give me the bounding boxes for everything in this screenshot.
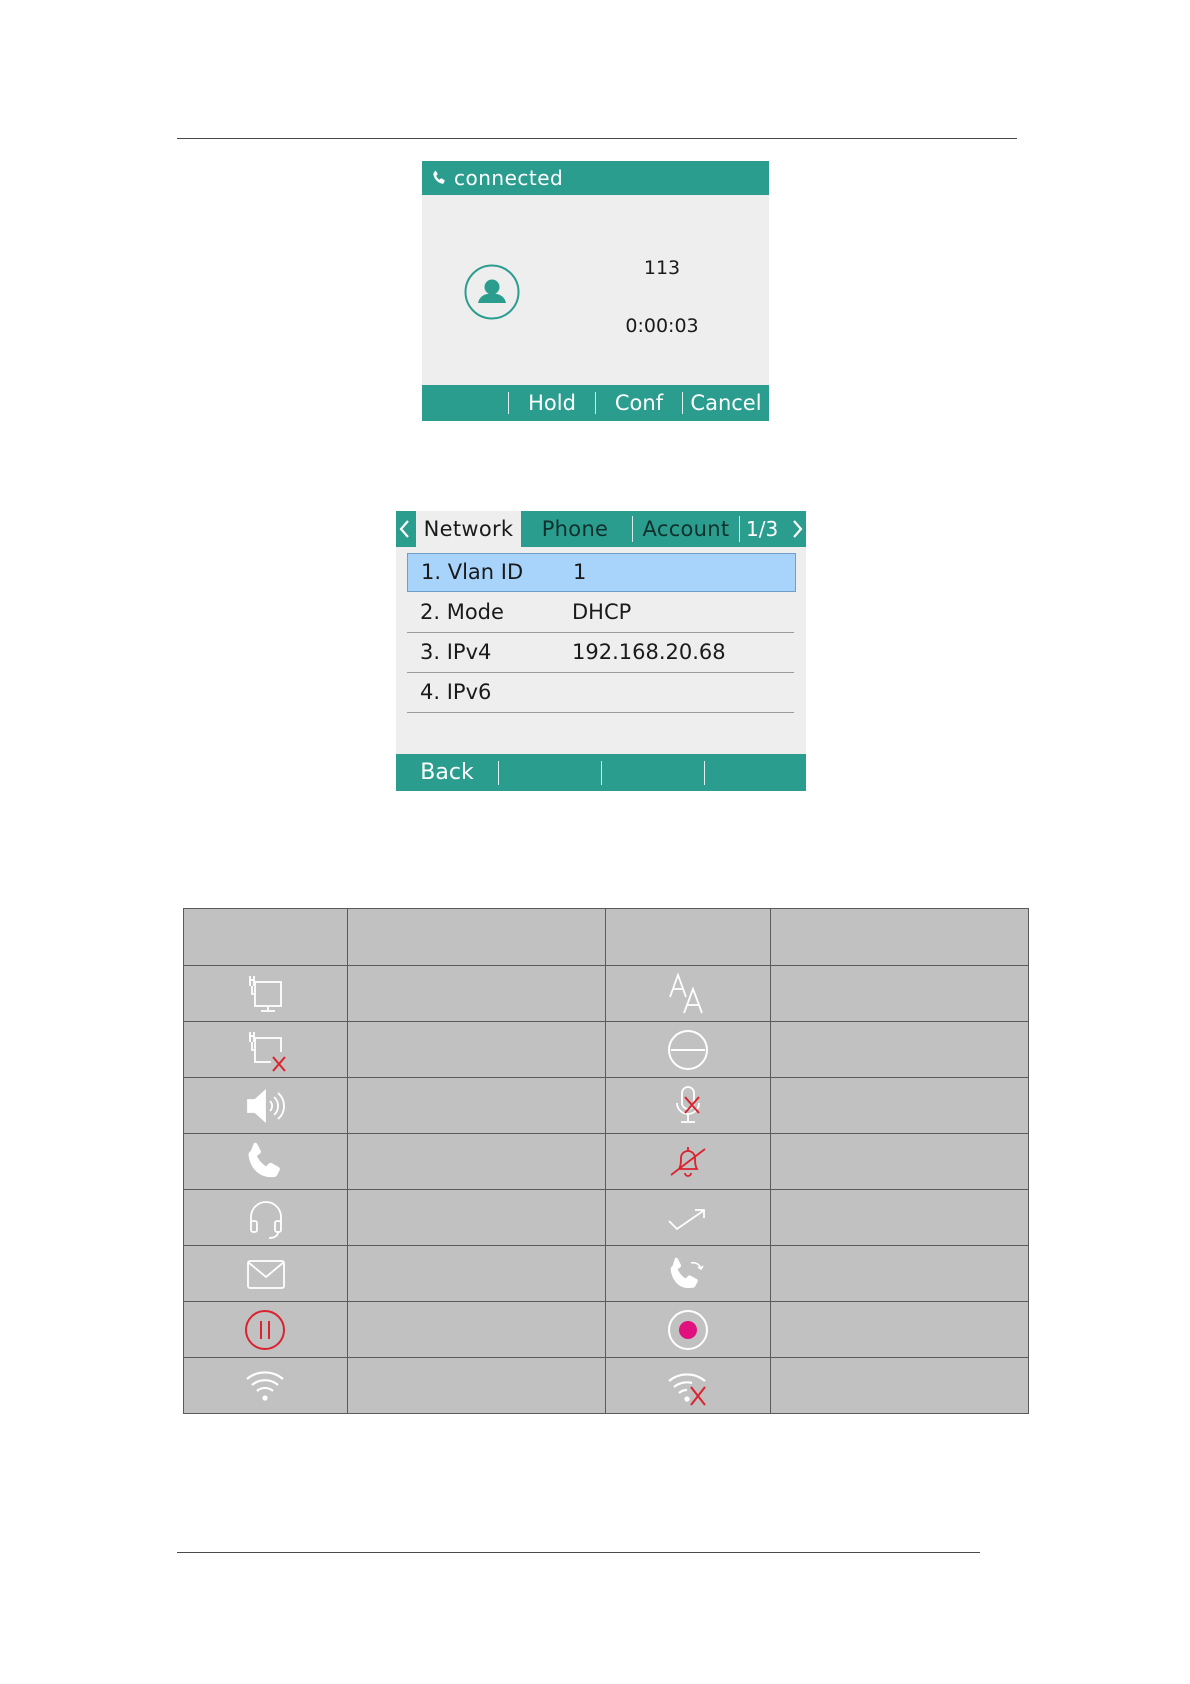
ring-muted-icon bbox=[665, 1139, 711, 1185]
table-row bbox=[184, 1246, 1029, 1302]
handset-icon bbox=[430, 169, 448, 187]
softkey-3[interactable] bbox=[602, 754, 704, 791]
table-header-cell bbox=[184, 909, 348, 966]
settings-softkey-bar bbox=[396, 754, 806, 791]
menu-item-ipv6[interactable] bbox=[407, 673, 794, 713]
icon-reference-table bbox=[183, 908, 1029, 1414]
headset-icon bbox=[243, 1195, 289, 1241]
icon-cell bbox=[184, 1358, 348, 1414]
mute-icon bbox=[665, 1083, 711, 1129]
description-cell bbox=[348, 1134, 606, 1190]
description-cell bbox=[771, 1302, 1029, 1358]
icon-cell bbox=[606, 1358, 771, 1414]
tab-divider bbox=[632, 516, 633, 542]
call-status-text: connected bbox=[454, 166, 564, 190]
call-recording-icon bbox=[665, 1307, 711, 1353]
table-row bbox=[184, 1134, 1029, 1190]
chevron-right-icon[interactable] bbox=[790, 519, 804, 539]
chevron-left-icon[interactable] bbox=[398, 519, 412, 539]
call-forward-icon bbox=[665, 1251, 711, 1297]
voicemail-icon bbox=[243, 1251, 289, 1297]
network-disconnected-icon bbox=[243, 1027, 289, 1073]
icon-cell bbox=[184, 1246, 348, 1302]
call-duration: 0:00:03 bbox=[625, 315, 699, 337]
menu-item-ipv4[interactable] bbox=[407, 633, 794, 673]
menu-item-value: 1 bbox=[573, 560, 587, 584]
menu-item-vlan-id[interactable] bbox=[407, 553, 796, 592]
description-cell bbox=[771, 1022, 1029, 1078]
icon-cell bbox=[606, 1302, 771, 1358]
conf-softkey[interactable]: Conf bbox=[614, 391, 664, 415]
tab-network[interactable]: Network bbox=[416, 511, 521, 547]
table-header-cell bbox=[771, 909, 1029, 966]
description-cell bbox=[771, 1358, 1029, 1414]
icon-cell bbox=[606, 1078, 771, 1134]
menu-item-label: 3. IPv4 bbox=[420, 640, 492, 664]
icon-cell bbox=[606, 1134, 771, 1190]
call-screen bbox=[422, 161, 769, 421]
description-cell bbox=[348, 1078, 606, 1134]
icon-cell bbox=[184, 1134, 348, 1190]
icon-cell bbox=[184, 966, 348, 1022]
table-row bbox=[184, 1190, 1029, 1246]
description-cell bbox=[348, 1302, 606, 1358]
description-cell bbox=[771, 1246, 1029, 1302]
description-cell bbox=[348, 1358, 606, 1414]
tab-divider bbox=[739, 516, 740, 542]
do-not-disturb-icon bbox=[665, 1027, 711, 1073]
speakerphone-icon bbox=[243, 1083, 289, 1129]
menu-item-label: 4. IPv6 bbox=[420, 680, 492, 704]
table-row bbox=[184, 1022, 1029, 1078]
header-rule bbox=[177, 138, 1017, 139]
icon-cell bbox=[606, 966, 771, 1022]
icon-cell bbox=[606, 1022, 771, 1078]
hold-softkey[interactable]: Hold bbox=[528, 391, 576, 415]
icon-cell bbox=[184, 1078, 348, 1134]
softkey-4[interactable] bbox=[705, 754, 806, 791]
icon-cell bbox=[606, 1190, 771, 1246]
description-cell bbox=[348, 966, 606, 1022]
table-row bbox=[184, 1358, 1029, 1414]
back-softkey[interactable]: Back bbox=[420, 760, 474, 785]
description-cell bbox=[348, 1246, 606, 1302]
tab-account[interactable]: Account bbox=[642, 517, 730, 541]
contact-avatar-icon bbox=[464, 264, 520, 320]
network-settings-screen bbox=[396, 511, 806, 791]
callee-number: 113 bbox=[643, 257, 681, 279]
wifi-disconnected-icon bbox=[665, 1363, 711, 1409]
icon-cell bbox=[184, 1190, 348, 1246]
table-row bbox=[184, 966, 1029, 1022]
input-method-icon bbox=[665, 971, 711, 1017]
page-indicator: 1/3 bbox=[746, 517, 779, 541]
tab-phone[interactable]: Phone bbox=[541, 517, 609, 541]
softkey-2[interactable] bbox=[499, 754, 601, 791]
handset-icon bbox=[243, 1139, 289, 1185]
menu-item-value: DHCP bbox=[572, 600, 632, 624]
icon-cell bbox=[184, 1022, 348, 1078]
icon-cell bbox=[184, 1302, 348, 1358]
description-cell bbox=[771, 1134, 1029, 1190]
call-hold-icon bbox=[243, 1307, 289, 1353]
wifi-connected-icon bbox=[243, 1363, 289, 1409]
description-cell bbox=[771, 966, 1029, 1022]
table-row bbox=[184, 1302, 1029, 1358]
table-header-row bbox=[184, 909, 1029, 966]
softkey-1[interactable] bbox=[422, 385, 508, 421]
call-status-bar bbox=[422, 161, 769, 195]
table-header-cell bbox=[606, 909, 771, 966]
menu-item-label: 1. Vlan ID bbox=[421, 560, 524, 584]
description-cell bbox=[771, 1190, 1029, 1246]
footer-rule bbox=[177, 1552, 980, 1553]
icon-cell bbox=[606, 1246, 771, 1302]
settings-tab-bar bbox=[396, 511, 806, 547]
table-header-cell bbox=[348, 909, 606, 966]
menu-item-value: 192.168.20.68 bbox=[572, 640, 726, 664]
table-row bbox=[184, 1078, 1029, 1134]
description-cell bbox=[348, 1022, 606, 1078]
menu-item-label: 2. Mode bbox=[420, 600, 504, 624]
network-connected-icon bbox=[243, 971, 289, 1017]
description-cell bbox=[348, 1190, 606, 1246]
menu-item-mode[interactable] bbox=[407, 593, 794, 633]
call-softkey-bar bbox=[422, 385, 769, 421]
cancel-softkey[interactable]: Cancel bbox=[690, 391, 762, 415]
description-cell bbox=[771, 1078, 1029, 1134]
missed-call-icon bbox=[665, 1195, 711, 1241]
